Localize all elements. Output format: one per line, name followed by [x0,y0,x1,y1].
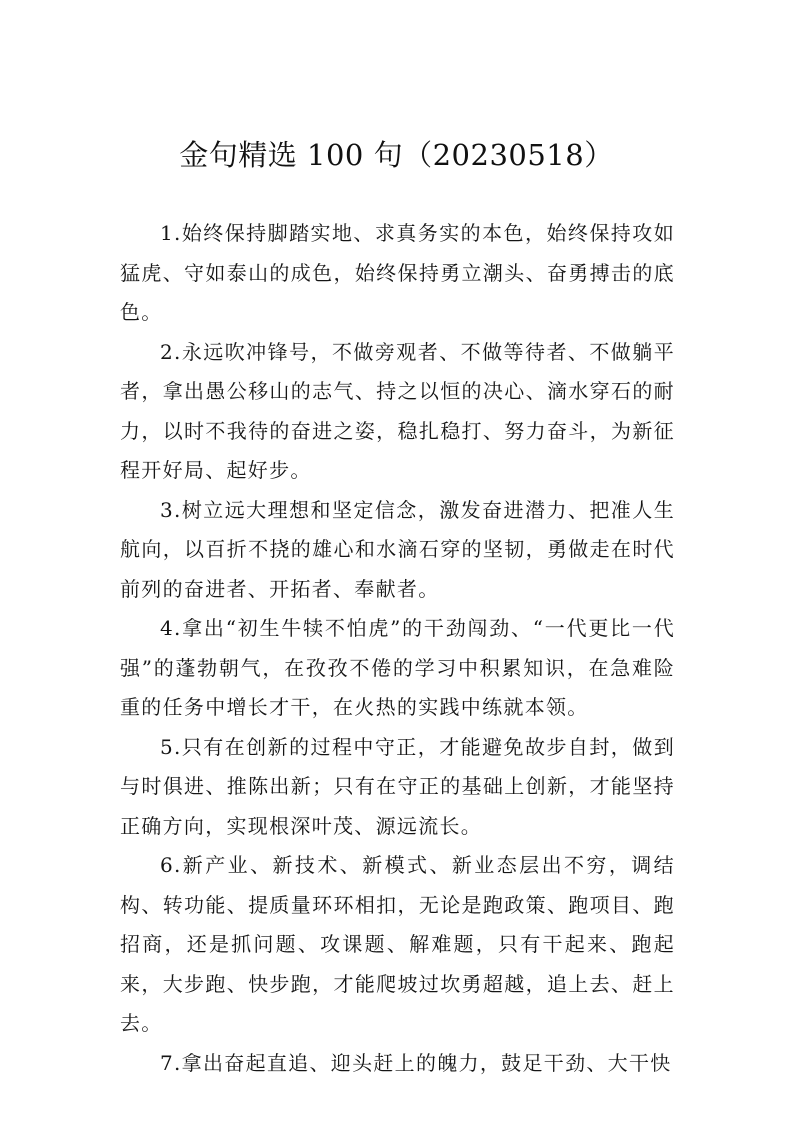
paragraph-7: 7.拿出奋起直追、迎头赶上的魄力，鼓足干劲、大干快 [160,1050,672,1075]
paragraph-4: 4.拿出“初生牛犊不怕虎”的干劲闯劲、“一代更比一代强”的蓬勃朝气，在孜孜不倦的学习中积累知识，在急难险重的任务中增长才干，在火热的实践中练就本领。 [120,616,675,719]
paragraph-6: 6.新产业、新技术、新模式、新业态层出不穷，调结构、转功能、提质量环环相扣，无论是跑政策、跑项目、跑招商，还是抓问题、攻课题、解难题，只有干起来、跑起来，大步跑、快步跑，才能爬坡过坎勇超越，追上去、赶上去。 [120,853,675,1035]
paragraph-1: 1.始终保持脚踏实地、求真务实的本色，始终保持攻如猛虎、守如泰山的成色，始终保持勇立潮头、奋勇搏击的底色。 [120,221,675,324]
document-title: 金句精选 100 句（20230518） [179,138,614,172]
paragraph-2: 2.永远吹冲锋号，不做旁观者、不做等待者、不做躺平者，拿出愚公移山的志气、持之以恒的决心、滴水穿石的耐力，以时不我待的奋进之姿，稳扎稳打、努力奋斗，为新征程开好局、起好步。 [120,339,675,482]
document-body [120,214,675,1083]
paragraph-5: 5.只有在创新的过程中守正，才能避免故步自封，做到与时俱进、推陈出新；只有在守正的基础上创新，才能坚持正确方向，实现根深叶茂、源远流长。 [120,734,675,838]
paragraph-3: 3.树立远大理想和坚定信念，激发奋进潜力、把准人生航向，以百折不挠的雄心和水滴石穿的坚韧，勇做走在时代前列的奋进者、开拓者、奉献者。 [120,497,675,601]
